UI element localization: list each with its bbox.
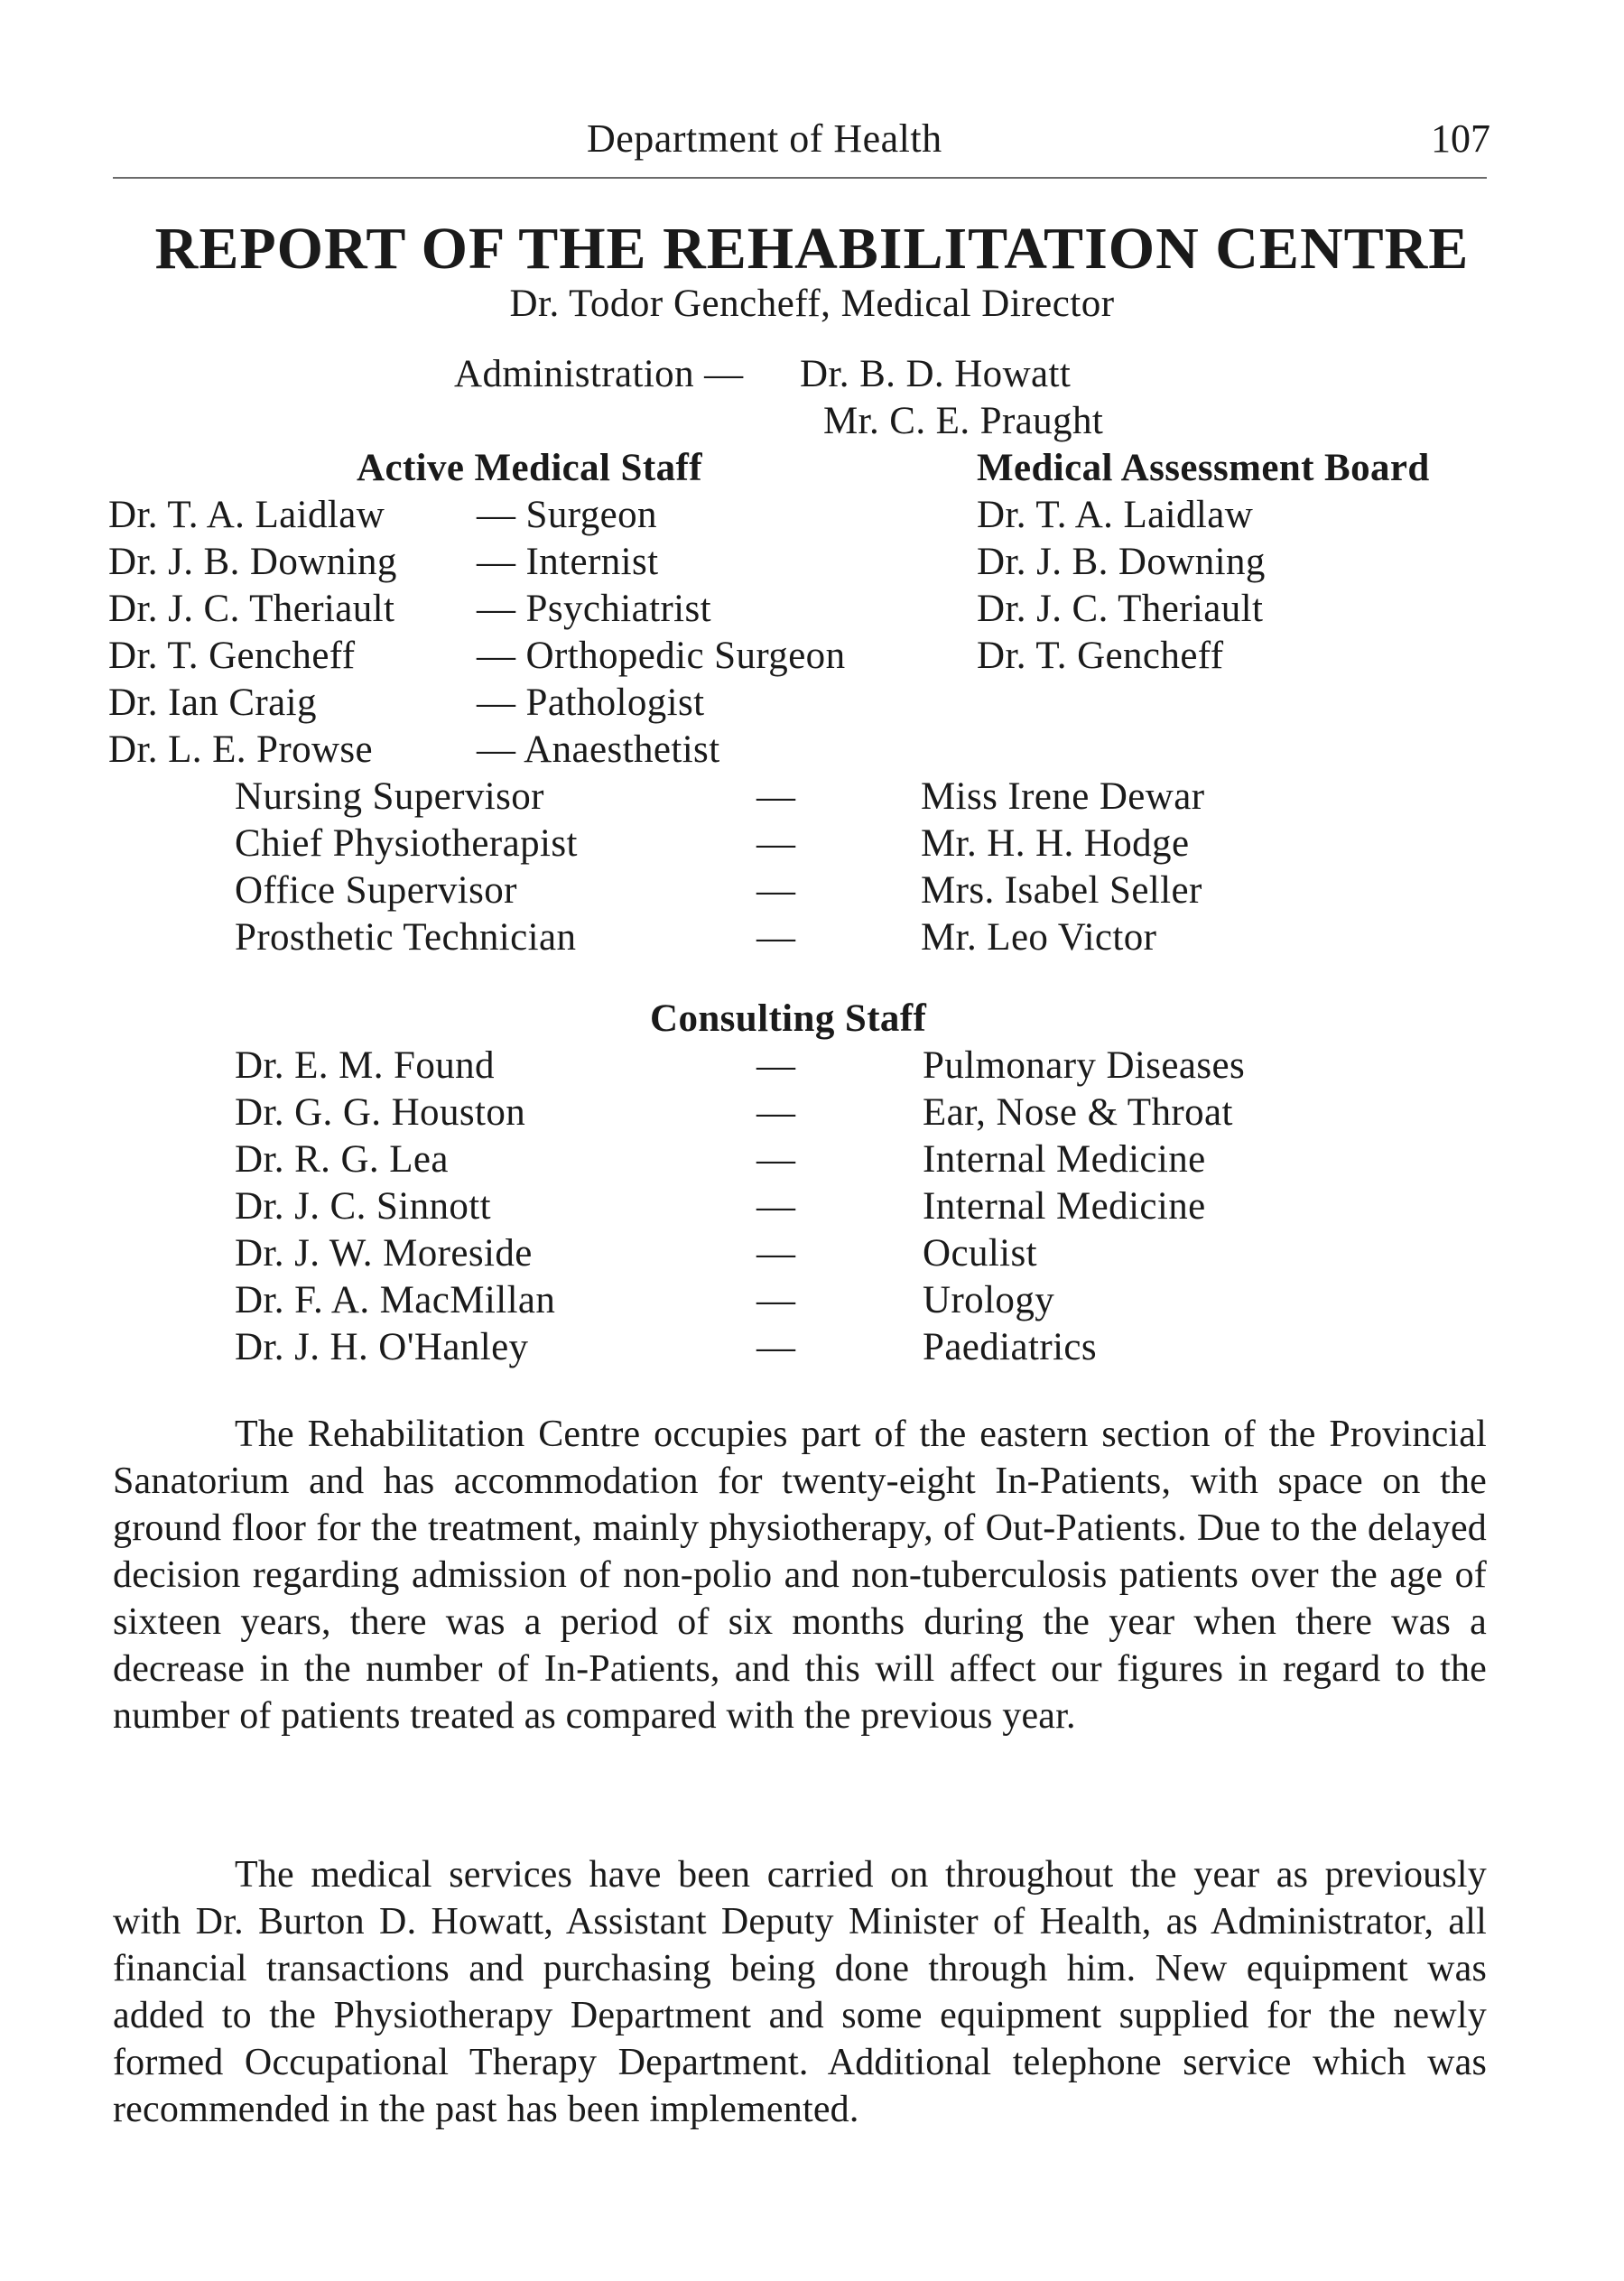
- supervisor-title: Office Supervisor: [235, 869, 517, 912]
- supervisor-dash: —: [756, 869, 796, 912]
- supervisor-title: Nursing Supervisor: [235, 775, 544, 818]
- body-paragraph: The medical services have been carried on throughout the year as previously with Dr. Burton D. Howatt, Assistant Deputy Minister of Health, as Administrator, all financial transactions and purchasing being done through him. New equipment was added to the Physiotherapy Department and some equipment supplied for the newly formed Occupational Therapy Department. Additional telephone service which was recommended in the past has been implemented.: [113, 1854, 1487, 2130]
- consultant-dash: —: [756, 1091, 796, 1134]
- consultant-name: Dr. R. G. Lea: [235, 1138, 449, 1181]
- body-paragraph: The Rehabilitation Centre occupies part of the eastern section of the Provincial Sanatorium and has accommodation for twenty-eight In-Patients, with space on the ground floor for the treatment, mainly physiotherapy, of Out-Patients. Due to the delayed decision regarding admission of non-polio and non-tuberculosis patients over the age of sixteen years, there was a period of six months during the year when there was a decrease in the number of In-Patients, and this will affect our figures in regard to the number of patients treated as compared with the previous year.: [113, 1414, 1487, 1737]
- administration-name: Mr. C. E. Praught: [823, 400, 1104, 442]
- staff-role: — Orthopedic Surgeon: [477, 635, 846, 677]
- supervisor-name: Mr. H. H. Hodge: [921, 822, 1190, 865]
- consultant-specialty: Internal Medicine: [923, 1138, 1206, 1181]
- consultant-specialty: Pulmonary Diseases: [923, 1044, 1246, 1087]
- board-member: Dr. T. A. Laidlaw: [977, 494, 1254, 536]
- consulting-staff-heading: Consulting Staff: [650, 997, 927, 1040]
- staff-name: Dr. L. E. Prowse: [108, 728, 374, 771]
- consultant-dash: —: [756, 1326, 796, 1368]
- supervisor-name: Mr. Leo Victor: [921, 916, 1157, 959]
- medical-director-line: Dr. Todor Gencheff, Medical Director: [509, 283, 1115, 325]
- staff-role: — Anaesthetist: [477, 728, 720, 771]
- consultant-specialty: Paediatrics: [923, 1326, 1098, 1368]
- board-member: Dr. J. C. Theriault: [977, 588, 1264, 630]
- supervisor-name: Miss Irene Dewar: [921, 775, 1205, 818]
- consultant-name: Dr. G. G. Houston: [235, 1091, 526, 1134]
- consultant-name: Dr. J. W. Moreside: [235, 1232, 533, 1275]
- staff-role: — Pathologist: [477, 682, 705, 724]
- consultant-specialty: Ear, Nose & Throat: [923, 1091, 1233, 1134]
- board-member: Dr. T. Gencheff: [977, 635, 1224, 677]
- assessment-board-heading: Medical Assessment Board: [977, 447, 1430, 489]
- page-number: 107: [1431, 116, 1490, 161]
- board-member: Dr. J. B. Downing: [977, 541, 1266, 583]
- administration-name: Dr. B. D. Howatt: [800, 353, 1072, 395]
- supervisor-dash: —: [756, 775, 796, 818]
- supervisor-dash: —: [756, 916, 796, 959]
- consultant-specialty: Oculist: [923, 1232, 1038, 1275]
- supervisor-title: Prosthetic Technician: [235, 916, 577, 959]
- staff-name: Dr. J. C. Theriault: [108, 588, 395, 630]
- consultant-dash: —: [756, 1232, 796, 1275]
- consultant-name: Dr. J. C. Sinnott: [235, 1185, 491, 1228]
- consultant-dash: —: [756, 1279, 796, 1321]
- consultant-name: Dr. J. H. O'Hanley: [235, 1326, 529, 1368]
- report-title: REPORT OF THE REHABILITATION CENTRE: [154, 216, 1470, 282]
- staff-name: Dr. T. Gencheff: [108, 635, 356, 677]
- consultant-name: Dr. E. M. Found: [235, 1044, 495, 1087]
- staff-name: Dr. Ian Craig: [108, 682, 317, 724]
- staff-role: — Surgeon: [477, 494, 657, 536]
- header-rule: [113, 177, 1487, 179]
- supervisor-dash: —: [756, 822, 796, 865]
- supervisor-name: Mrs. Isabel Seller: [921, 869, 1202, 912]
- administration-label: Administration —: [454, 353, 744, 395]
- consultant-name: Dr. F. A. MacMillan: [235, 1279, 556, 1321]
- consultant-dash: —: [756, 1044, 796, 1087]
- supervisor-title: Chief Physiotherapist: [235, 822, 578, 865]
- running-title: Department of Health: [587, 116, 942, 161]
- staff-name: Dr. T. A. Laidlaw: [108, 494, 385, 536]
- consultant-dash: —: [756, 1138, 796, 1181]
- consultant-dash: —: [756, 1185, 796, 1228]
- staff-name: Dr. J. B. Downing: [108, 541, 397, 583]
- consultant-specialty: Urology: [923, 1279, 1055, 1321]
- consultant-specialty: Internal Medicine: [923, 1185, 1206, 1228]
- staff-role: — Psychiatrist: [477, 588, 712, 630]
- staff-role: — Internist: [477, 541, 659, 583]
- active-staff-heading: Active Medical Staff: [357, 447, 702, 489]
